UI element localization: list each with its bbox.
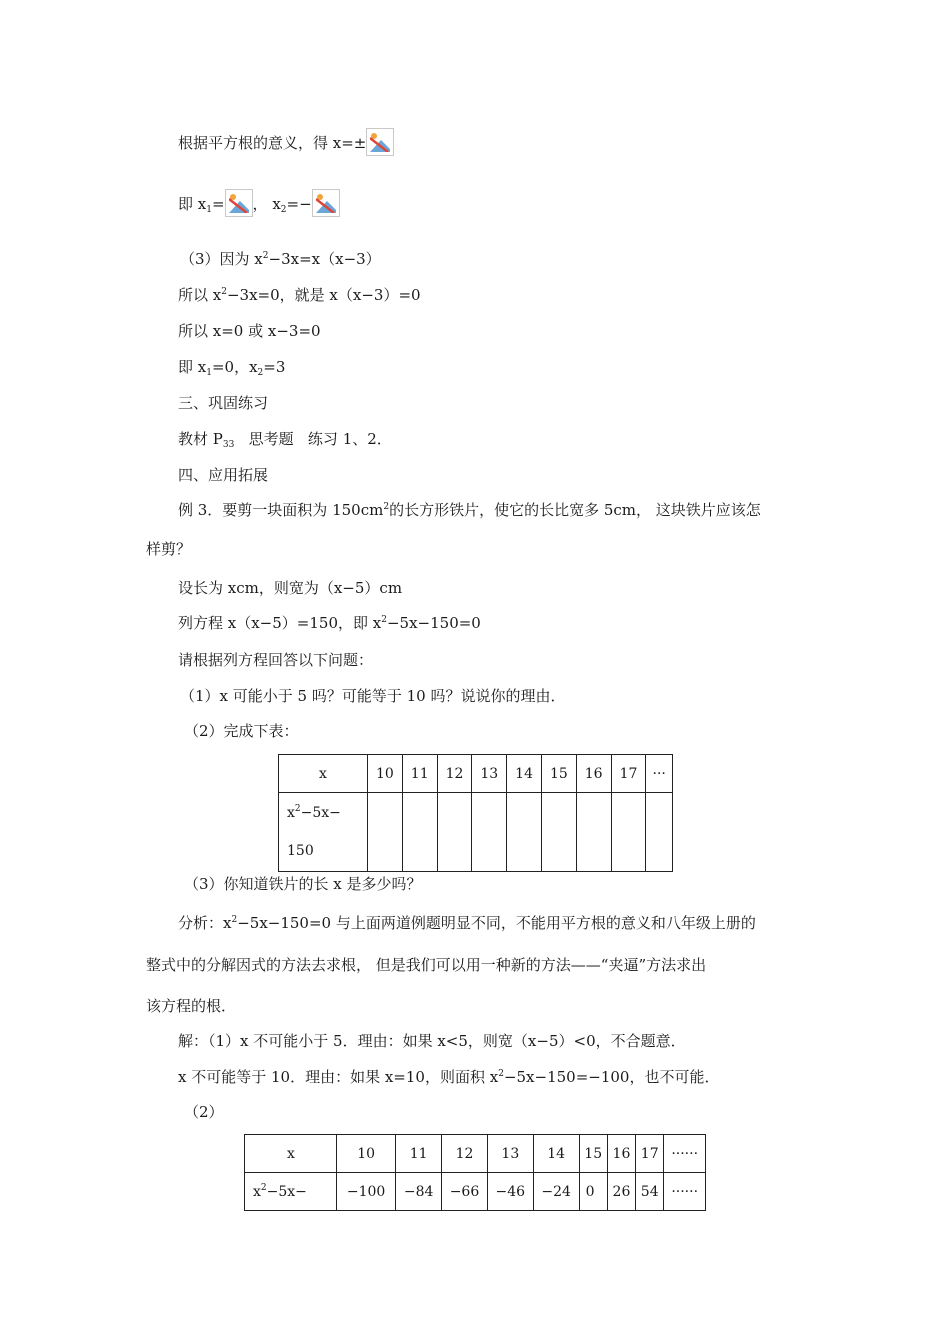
- text-line: （1）x 可能小于 5 吗？可能等于 10 吗？说说你的理由．: [180, 687, 566, 705]
- text-line: 请根据列方程回答以下问题：: [178, 651, 374, 669]
- text-line: 该方程的根．: [146, 997, 237, 1015]
- table-cell: −84: [396, 1173, 442, 1211]
- blank-table: [278, 754, 673, 872]
- table-cell: −46: [487, 1173, 533, 1211]
- answer-table: [244, 1134, 706, 1211]
- table-header-cell: 11: [402, 755, 437, 793]
- superscript: 2: [381, 615, 387, 625]
- text-segment: 根据平方根的意义，得 x=±: [178, 134, 367, 152]
- text-segment: −5x−150=0: [386, 614, 481, 632]
- table-cell-empty: [611, 793, 646, 872]
- text-line: [180, 249, 381, 269]
- text-segment: −5x−: [300, 805, 341, 821]
- table-cell: 0: [579, 1173, 607, 1211]
- text-segment: x 不可能等于 10．理由：如果 x=10，则面积 x: [178, 1068, 499, 1086]
- broken-image-icon: [312, 189, 340, 217]
- subscript: 2: [257, 368, 264, 378]
- text-line: [178, 128, 394, 156]
- table-header-cell: 11: [396, 1135, 442, 1173]
- table-header-cell: 14: [533, 1135, 579, 1173]
- section-heading: 四、应用拓展: [178, 466, 269, 484]
- table-cell-empty: [437, 793, 472, 872]
- superscript: 2: [221, 287, 227, 297]
- text-line: 样剪？: [146, 540, 192, 558]
- table-cell: −24: [533, 1173, 579, 1211]
- table-header-cell: 16: [607, 1135, 635, 1173]
- table-header-cell: 17: [636, 1135, 664, 1173]
- table-row-label: [279, 793, 368, 872]
- text-line: 所以 x=0 或 x−3=0: [178, 322, 321, 340]
- text-segment: −3x=x（x−3）: [268, 250, 381, 268]
- text-segment: 即 x: [178, 195, 207, 213]
- table-header-cell: 12: [442, 1135, 488, 1173]
- text-segment: =3: [263, 358, 286, 376]
- text-segment: −5x−: [266, 1183, 307, 1200]
- text-segment: 所以 x: [178, 286, 222, 304]
- text-segment: 列方程 x（x−5）=150，即 x: [178, 614, 382, 632]
- text-segment: 例 3．要剪一块面积为 150cm: [178, 501, 384, 519]
- text-segment: −5x−150=−100，也不可能．: [503, 1068, 720, 1086]
- text-line: [178, 357, 285, 377]
- text-segment: =: [211, 195, 225, 213]
- text-line: [178, 189, 340, 217]
- table-header-cell: ······: [664, 1135, 706, 1173]
- text-line: [178, 500, 761, 520]
- table-header-cell: x: [279, 755, 368, 793]
- text-segment: −3x=0，就是 x（x−3）=0: [226, 286, 421, 304]
- broken-image-icon: [366, 128, 394, 156]
- text-line: [178, 1067, 719, 1087]
- text-line: （3）你知道铁片的长 x 是多少吗？: [184, 875, 422, 893]
- table-header-cell: ···: [646, 755, 673, 793]
- text-segment: 即 x: [178, 358, 207, 376]
- superscript: 2: [498, 1069, 504, 1079]
- subscript: 1: [206, 368, 212, 378]
- text-segment: （3）因为 x: [180, 250, 263, 268]
- table-cell-empty: [368, 793, 403, 872]
- table-cell: 54: [636, 1173, 664, 1211]
- text-line: （2）: [184, 1103, 224, 1121]
- text-segment: x: [287, 805, 295, 821]
- subscript: 1: [206, 205, 212, 215]
- text-line: [178, 285, 421, 305]
- table-row-label: [245, 1173, 337, 1211]
- superscript: 2: [231, 915, 238, 925]
- table-cell: 26: [607, 1173, 635, 1211]
- superscript: 2: [262, 251, 269, 261]
- text-line: [178, 429, 392, 449]
- table-cell: −100: [337, 1173, 396, 1211]
- text-segment: −5x−150=0 与上面两道例题明显不同，不能用平方根的意义和八年级上册的: [237, 914, 756, 932]
- table-header-cell: 10: [337, 1135, 396, 1173]
- table-cell-empty: [646, 793, 673, 872]
- text-line: 设长为 xcm，则宽为（x−5）cm: [178, 579, 403, 597]
- superscript: 2: [383, 502, 390, 512]
- text-line: 整式中的分解因式的方法去求根， 但是我们可以用一种新的方法——“夹逼”方法求出: [146, 956, 707, 974]
- subscript: 33: [222, 440, 235, 450]
- text-segment: 教材 P: [178, 430, 223, 448]
- table-header-cell: 12: [437, 755, 472, 793]
- table-header-cell: 15: [541, 755, 576, 793]
- broken-image-icon: [225, 189, 253, 217]
- text-segment: 思考题 练习 1、2．: [234, 430, 392, 448]
- text-segment: =0，x: [211, 358, 258, 376]
- table-header-cell: 16: [576, 755, 611, 793]
- table-cell: −66: [442, 1173, 488, 1211]
- table-header-cell: x: [245, 1135, 337, 1173]
- table-header-cell: 17: [611, 755, 646, 793]
- table-header-cell: 15: [579, 1135, 607, 1173]
- superscript: 2: [294, 804, 301, 814]
- text-line: [178, 913, 756, 933]
- table-cell-empty: [507, 793, 542, 872]
- table-header-cell: 13: [487, 1135, 533, 1173]
- table-cell-empty: [402, 793, 437, 872]
- table-header-cell: 10: [368, 755, 403, 793]
- text-segment: ， x: [252, 195, 281, 213]
- superscript: 2: [260, 1182, 267, 1193]
- table-cell-empty: [472, 793, 507, 872]
- text-segment: x: [253, 1183, 261, 1200]
- text-segment: =−: [286, 195, 312, 213]
- table-cell-empty: [576, 793, 611, 872]
- text-line: （2）完成下表：: [184, 722, 299, 740]
- text-segment: 的长方形铁片，使它的长比宽多 5cm， 这块铁片应该怎: [389, 501, 761, 519]
- table-cell: ······: [664, 1173, 706, 1211]
- text-line: [178, 613, 481, 633]
- table-cell-empty: [541, 793, 576, 872]
- text-line: 解：（1）x 不可能小于 5．理由：如果 x<5，则宽（x−5）<0，不合题意．: [178, 1032, 686, 1050]
- table-header-cell: 13: [472, 755, 507, 793]
- subscript: 2: [280, 205, 287, 215]
- section-heading: 三、巩固练习: [178, 394, 269, 412]
- table-header-cell: 14: [507, 755, 542, 793]
- text-segment: 分析：x: [178, 914, 232, 932]
- text-segment: 150: [287, 843, 314, 859]
